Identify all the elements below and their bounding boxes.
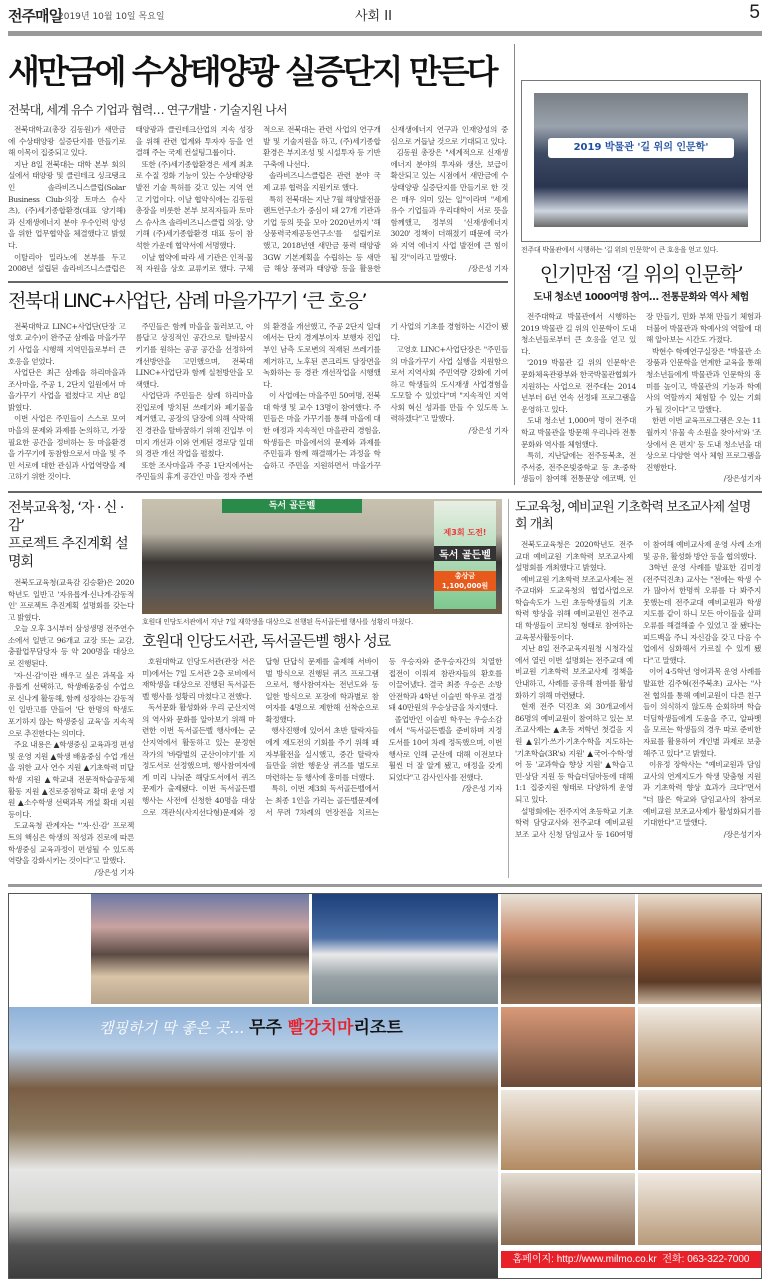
paragraph: '2019 박물관 길 위의 인문학'은 문화체육관광부와 한국박물관협회가 지원하는 사업으로 전주대는 2014년부터 6년 연속 선정돼 프로그램을 운영하고 있다. — [521, 358, 636, 414]
a1-body — [8, 124, 508, 275]
rv-campers-photo — [312, 894, 498, 1004]
paragraph: 특히 전북대는 지난 7월 해양발전플랜트연구소가 중심이 돼 27개 기관과 기업 등의 뜻을 모아 2020년까지 '해상풍력국제공동연구소'를 설립키로 했고, 2018년엔 새만금 풍력 태양광 3GW 기본계획을 수립하는 등 새만금 해상 풍력과 태양광 등을 활용한 신재생에너지 연구과 인재양성의 중심으로 거듭날 것으로 기대되고 있다. — [263, 125, 508, 274]
paragraph: 설명회에는 전주지역 초등학교 기초학력 담당교사와 전주교대 예비교원 보조 교사 신청 담임교사 등 160여명이 참여해 예비교사제 운영 사례 소개 및 공유, 활성화 방안 등을 협의했다. — [515, 539, 761, 839]
poster-round: 제3회 도전! — [443, 527, 487, 537]
paragraph: 또한 조사마을과 주공 1단지에서는 주민들의 휴게 공간인 마을 정자 주변의 환경을 개선했고, 주공 2단지 일대에서는 단지 경계부이자 보행자 진입부인 남측 도로변의 적재된 쓰레기를 제거하고, 노후된 콘크리트 담장면을 녹화하는 등 경관 개선작업을 시행했다. — [135, 321, 381, 482]
a3-headline: 인기만점 ‘길 위의 인문학’ — [539, 262, 743, 286]
divider — [8, 281, 508, 283]
paragraph: 도내 청소년 1,000여 명이 전주대학교 박물관을 방문해 우리나라 전통문화와 역사를 체험했다. — [521, 416, 636, 449]
paragraph: 전북도교육청은 2020학년도 전주교대 예비교원 기초학력 보조교사제 설명회를 개최했다고 밝혔다. — [515, 539, 633, 573]
homepage-link[interactable]: http://www.milmo.co.kr — [556, 1254, 657, 1266]
a5-column — [142, 499, 502, 818]
golden-bell-photo — [142, 499, 502, 614]
phone-number: 063-322-7000 — [687, 1254, 750, 1266]
a5-body — [142, 656, 502, 818]
paragraph: 특히, 지난달에는 전주동북초, 전주서중, 전주온빛중학교 등 초·중학생들이 참여해 전통문양 에코백, 인장 만들기, 민화 부채 만들기 체험과 더불어 박물관과 학예사의 역할에 대해 알아보는 시간도 가졌다. — [521, 312, 761, 484]
paragraph: 3학년 운영 사례를 발표한 김미정(전주덕진초) 교사는 "전에는 학생 수가 많아서 한명씩 오류를 다 봐주지 못했는데 전주교대 예비교원과 학생 지도를 같이 하니 모든 아이들을 살펴 오류를 해결해줄 수 있었고 잘 됐다는 피드백을 주니 자신감을 갖고 다음 수업에서 심화해서 가르칠 수 있게 됐다"고 말했다. — [643, 563, 761, 665]
paragraph: 김동원 총장은 "세계적으로 신재생에너지 분야의 투자와 생산, 보급이 확산되고 있는 시점에서 새만금에 수상태양광 실증단지를 만들기로 한 것은 매우 의미 있는 일"이라며 "세계 유수 기업들과 우리대학이 서로 뜻을 함께했고, 정부의 '신재생에너지 3020' 정책이 더해졌기 때문에 국가와 지역 에너지 사업 발전에 큰 힘이 될 것"이라고 말했다. — [390, 148, 508, 262]
paragraph: 현재 전주 덕진초 외 30개교에서 86명의 예비교원이 참여하고 있는 보조교사제는 ▲초등 저학년 첫걸음 지원 ▲읽기·쓰기·기초수학을 지도하는 '기초학습(3R's) 지원' ▲국어·수학·영어 등 '교과학습 향상 지원' ▲학습고민·상담 지원 등 학습더딤아동에 대해 1:1 집중지원 형태로 다양하게 운영되고 있다. — [515, 702, 633, 804]
paragraph: 지난 8일 전북대는 대학 본부 회의실에서 태양광 및 클린테크 싱크탱크인 솔라비즈니스클럽(Solar Business Club·의장 토마스 슈사츠), (주)세기종합환경(대표 양기해)과 신재생에너지 분야 우수인력 양성을 위한 업무협약을 체결했다고 밝혔다. — [8, 159, 126, 250]
issue-date: 2019년 10월 10일 목요일 — [58, 12, 165, 22]
paragraph: 전북도교육청(교육감 김승환)은 2020학년도 일반고 '자유롭게·신나게·감동적인' 프로젝트 추진계획 설명회를 갖는다고 밝혔다. — [8, 577, 134, 622]
a3-photo-frame — [521, 80, 761, 242]
paragraph: 이유정 장학사는 "예비교원과 담임교사의 연계지도가 학생 맞춤형 지원과 기초학력 향상 효과가 크다"면서 "더 많은 학교와 담임교사의 참여로 예비교원 보조교사제가 활성화되기를 기대한다"고 말했다. — [643, 760, 761, 828]
resort-advertisement[interactable] — [8, 893, 762, 1279]
kitchen-photo — [638, 1090, 761, 1170]
paragraph: 주요 내용은 ▲학생중심 교육과정 편성 및 운영 지원 ▲학생 배움중심 수업 개선을 위한 교사 연수 지원 ▲기초학력 미달학생 지원 ▲학교내 전문적학습공동체 활동 지원 ▲진로중점학교 확대 운영 지원 ▲소수학생 선택과목 개설 확대 지원 등이다. — [8, 740, 134, 819]
column-rule — [508, 499, 509, 878]
a3-subhead: 도내 청소년 1000여명 참여… 전통문화와 역사 체험 — [533, 292, 749, 303]
paragraph: 특히, 이번 제3회 독서골든벨에서는 최종 1인을 가리는 골든벨문제에서 무려 7차례의 연장전을 치르는 등 우승자와 준우승자간의 치열한 접전이 이뤄져 참관자들의 환호를 이끌어냈다. 결국 최종 우승은 소방안전학과 4학년 이슬빈 학우로 결정돼 40만원의 우승상금을 차지했다. — [265, 656, 502, 817]
homepage-label: 홈페이지: — [512, 1254, 554, 1266]
paragraph: 졸업반인 이슬빈 학우는 우승소감에서 "독서골든벨을 준비하며 지정도서를 10여 차례 정독했으며, 이번 행사로 인해 군산에 대해 이전보다 훨씬 더 잘 알게 됐고, 애정을 갖게 되었다"고 감사인사를 전했다. — [388, 714, 502, 782]
golden-bell-poster — [434, 501, 496, 609]
newspaper-name: 전주매일 — [8, 7, 62, 25]
paragraph: 이탈리아 밀라노에 본부를 두고 2008년 설립된 솔라비즈니스클럽은 태양광과 클린테크산업의 지속 성장을 위해 관련 업계와 투자자 등을 연결해 주는 국제 컨설팅그룹이다. — [8, 125, 253, 274]
paragraph: 지난 8일 전주교육지원청 시청각실에서 열린 이번 설명회는 전주교대 예비교원 기초학력 보조교사제 정책을 안내하고, 사례를 공유해 참여를 활성화하기 위해 마련됐다. — [515, 644, 633, 700]
byline: /장은성 기자 — [468, 426, 508, 436]
glamping-tents-photo — [91, 894, 309, 1004]
paragraph: 독서문화 활성화와 우리 군산지역의 역사와 문화를 알아보기 위해 마련한 이번 독서골든벨 행사에는 군산지역에서 활동하고 있는 문정현 작가의 '바람벌의 군산이야기'를 지정도서로 선정했으며, 행사참여자에게 미리 나눠준 해당도서에서 퀴즈문제가 출제됐다. 이번 독서골든벨 행사는 사전에 신청한 40명을 대상으로 객관식(사지선다형)문제와 정답형 단답식 문제를 출제해 서바이벌 방식으로 진행된 퀴즈 프로그램으로서, 행사참여자는 전년도와 동일한 방식으로 포장에 학과별로 참여자를 4명으로 제한해 선착순으로 확정했다. — [142, 656, 379, 817]
paragraph: 사업단은 최근 삼례읍 하리마을과 조사마을, 주공 1, 2단지 일원에서 마을가꾸기 사업을 펼쳤다고 지난 8일 밝혔다. — [8, 368, 126, 412]
a4-column — [8, 499, 134, 878]
middle-section — [8, 499, 762, 878]
byline: /장은성 기자 — [462, 784, 502, 794]
tent-interior-photo — [501, 894, 635, 1004]
column-rule — [514, 44, 515, 485]
museum-group-photo — [534, 93, 748, 227]
paragraph: 호원대학교 인당도서관(관장 서은미)에서는 7일 도서관 2층 로비에서 재학생을 대상으로 진행된 독서골든벨 행사를 성황리 마쳤다고 전했다. — [142, 656, 256, 701]
ad-slogan: 캠핑하기 딱 좋은 곳… — [99, 1019, 245, 1038]
header-divider — [8, 31, 762, 36]
ad-contact-bar — [501, 1251, 761, 1268]
paragraph: 박현수 학예연구실장은 "박물관 소장품과 인문학을 연계한 교육을 통해 청소년들에게 박물관과 인문학의 흥미를 높이고, 박물관의 기능과 학예사의 역할까지 체험할 수 있는 기회가 될 것이다"고 말했다. — [646, 346, 761, 414]
ad-name-prefix: 무주 — [249, 1018, 288, 1039]
a4-headline-line2: 프로젝트 추진계획 설명회 — [8, 535, 128, 570]
phone-label: 전화: — [662, 1254, 685, 1266]
paragraph: 이번 사업은 주민들이 스스로 모여 마을의 문제와 과제를 논의하고, 가장 필요한 공간을 정비하는 등 마을환경을 가꾸기에 동참함으로서 마을 및 주민 서로에 대한 관심과 사업역량을 제고하기 위한 것이다. — [8, 414, 126, 482]
a6-headline: 도교육청, 예비교원 기초학력 보조교사제 설명회 개최 — [515, 499, 751, 532]
paragraph: 전북대학교(총장 김동원)가 새만금에 수상태양광 실증단지를 만들기로 해 이목이 집중되고 있다. — [8, 125, 126, 158]
byline: /장은성 기자 — [94, 867, 134, 877]
paragraph: 이날 협약에 따라 세 기관은 인적·물적 자원을 상호 교류키로 했다. 구체적으로 전북대는 관련 사업의 연구개발 및 기술지원을 하고, (주)세기종합환경은 부지조성 및 시설투자 등 기반 구축에 나선다. — [135, 125, 381, 274]
tent-bedroom-photo — [501, 1007, 635, 1087]
paragraph: 이어 4·5학년 영어과목 운영 사례를 발표한 김주혁(전주북초) 교사는 "사전 협의를 통해 예비교원이 다른 친구들이 의식하지 않도록 순회하며 학습더딤학생들에게 도움을 주고, 알파벳을 모르는 학생들의 경우 따로 준비한 자료를 활용하여 개인별 과제로 보충해주고 있다"고 밝혔다. — [643, 667, 761, 758]
rv-interior-photo — [638, 894, 761, 1004]
paragraph: 도교육청 관계자는 "'자·신·감' 프로젝트의 핵심은 학생의 적성과 진로에 따른 학생중심 교육과정이 편성될 수 있도록 역량을 강화시키는 것이다"고 말했다. — [8, 821, 134, 866]
a4-body — [8, 577, 134, 878]
paragraph: 행사진행에 있어서 초반 탈락자들에게 재도전의 기회를 주기 위해 패자부활전을 실시했고, 중간 탈락자들만을 위한 행운상 퀴즈를 별도로 마련하는 등 행사에 흥미를 더했다. — [265, 726, 379, 782]
ad-name-suffix: 리조트 — [353, 1018, 403, 1039]
byline: /장은성 기자 — [468, 264, 508, 274]
photo-banner: 2019 박물관 '길 위의 인문학' — [548, 138, 734, 158]
divider — [8, 884, 762, 887]
paragraph: 예비교원 기초학력 보조교사제는 전주교대와 도교육청의 협업사업으로 학습속도가 느린 초등학생들의 기초학력 향상을 위해 예비교원인 전주교대 학생들이 코티칭 형태로 참여하는 교육봉사활동이다. — [515, 574, 633, 642]
a6-body — [515, 539, 761, 840]
paragraph: 이 사업에는 마을주민 50여명, 전북대 학생 및 교수 13명이 참여했다. 주민들은 마을 가꾸기를 통해 마을에 대한 애정과 지속적인 마을관리 경험을, 학생들은 마을에서의 문제와 과제를 주민들과 함께 해결해가는 과정을 학습하고 주민을 지원하면서 마을가꾸기 사업의 기초를 경험하는 시간이 됐다. — [263, 321, 508, 470]
paragraph: '자·신·감'이란 배우고 싶은 과목을 자유롭게 선택하고, 학생배움중심 수업으로 신나게 활동해, 함께 성장하는 감동적인 일반고를 만들어 '단 한명의 학생도 포기하지 않는 학생중심 교육'을 지속적으로 추진한다는 의미다. — [8, 670, 134, 738]
paragraph: 솔라비즈니스클럽은 관련 분야 국제 교류 협력을 지원키로 했다. — [263, 171, 381, 192]
ad-name-highlight: 빨강치마 — [287, 1018, 354, 1039]
poster-title: 독서 골든벨 — [434, 546, 496, 561]
a6-column — [515, 499, 761, 840]
byline: /장은성기자 — [723, 474, 761, 484]
section-title: 사회 II — [355, 9, 392, 24]
right-stack — [521, 44, 761, 485]
resort-building-photo — [9, 1007, 498, 1278]
a2-body — [8, 321, 508, 483]
paragraph: 한편 이번 교육프로그램은 오는 11월까지 '유물 속 소원을 찾아서'와 '조상에서 온 편지' 등 도내 청소년을 대상으로 다양한 역사 체험 프로그램을 진행한다. — [646, 416, 761, 472]
paragraph: 고영호 LINC+사업단장은 "주민들의 마을가꾸기 사업 실행을 지원함으로서 지역사회 주민역량 강화에 기여하고 학생들의 도시재생 사업경험을 도모할 수 있었다"며 "지속적인 지역사회 혁신 성과를 만들 수 있도록 노력하겠다"고 말했다. — [390, 344, 508, 424]
left-stack — [8, 44, 508, 483]
byline: /장은성기자 — [723, 829, 761, 839]
a1-headline: 새만금에 수상태양광 실증단지 만든다 — [8, 52, 496, 91]
paragraph: 또한 (주)세기종합환경은 세계 최초로 수질 정화 기능이 있는 수상태양광 발전 기술 특허를 갖고 있는 지역 연고 기업이다. 이날 협약식에는 김동원 총장을 비롯한 본부 보직자들과 토마스 슈사츠 솔라비즈니스클럽 의장, 양기해 (주)세기종합환경 대표 등이 참석한 가운데 협약서에 서명했다. — [135, 159, 253, 250]
a1-subhead: 전북대, 세계 유수 기업과 협력… 연구개발 · 기술지원 나서 — [8, 103, 287, 117]
paragraph: 전주대학교 박물관에서 시행하는 2019 박물관 길 위의 인문학이 도내 청소년들로부터 큰 호응을 얻고 있다. — [521, 312, 636, 356]
divider — [8, 491, 762, 493]
room-photo — [638, 1007, 761, 1087]
a3-caption: 전주대 박물관에서 시행하는 '길 위의 인문학'이 큰 호응을 얻고 있다. — [521, 246, 718, 254]
ad-title — [99, 1013, 403, 1038]
top-section — [8, 44, 762, 485]
bathroom-photo — [501, 1173, 635, 1245]
a4-headline — [8, 499, 134, 571]
a4-headline-line1: 전북교육청, ‘자 · 신 · 감’ — [8, 499, 124, 534]
poster-prize: 총상금 1,100,000원 — [434, 571, 496, 591]
page-number: 5 — [749, 2, 760, 23]
a3-body — [521, 311, 761, 485]
condo-room-photo — [501, 1090, 635, 1170]
paragraph: 전북대학교 LINC+사업단(단장 고영호 교수)이 완주군 삼례읍 마을가꾸기 사업을 시행해 지역민들로부터 큰 호응을 얻었다. — [8, 321, 126, 366]
a5-headline: 호원대 인당도서관, 독서골든벨 행사 성료 — [142, 631, 391, 650]
a2-headline: 전북대 LINC+사업단, 삼례 마을가꾸기 ‘큰 호응’ — [8, 289, 367, 312]
bedroom-photo — [638, 1173, 761, 1245]
paragraph: 사업단과 주민들은 삼례 하리마을 진입로에 방치된 쓰레기와 폐기물을 제거했고, 공장의 담장에 의해 삭막해진 경관을 탈바꿈하기 위해 진입부 이미지 개선과 이와 연계된 경로당 일대의 경관 개선 작업을 펼쳤다. — [135, 391, 253, 459]
a5-caption: 호원대 인당도서관에서 지난 7일 재학생을 대상으로 진행된 독서골든벨 행사를 성황리 마쳤다. — [142, 617, 413, 626]
paragraph: 주민들은 함께 마을을 둘러보고, 아름답고 상징적인 공간으로 탈바꿈시키기를 원하는 공공 공간을 선정하여 개선방안을 고민했으며, 전북대 LINC+사업단과 함께 실천방안을 모색했다. — [135, 321, 253, 389]
photo-banner: 독서 골든벨 — [222, 499, 362, 513]
paragraph: 오늘 오후 3시부터 삼성생명 전주연수소에서 일반고 96개교 교장 또는 교감, 충괄업무담당자 등 약 200명을 대상으로 진행된다. — [8, 624, 134, 669]
